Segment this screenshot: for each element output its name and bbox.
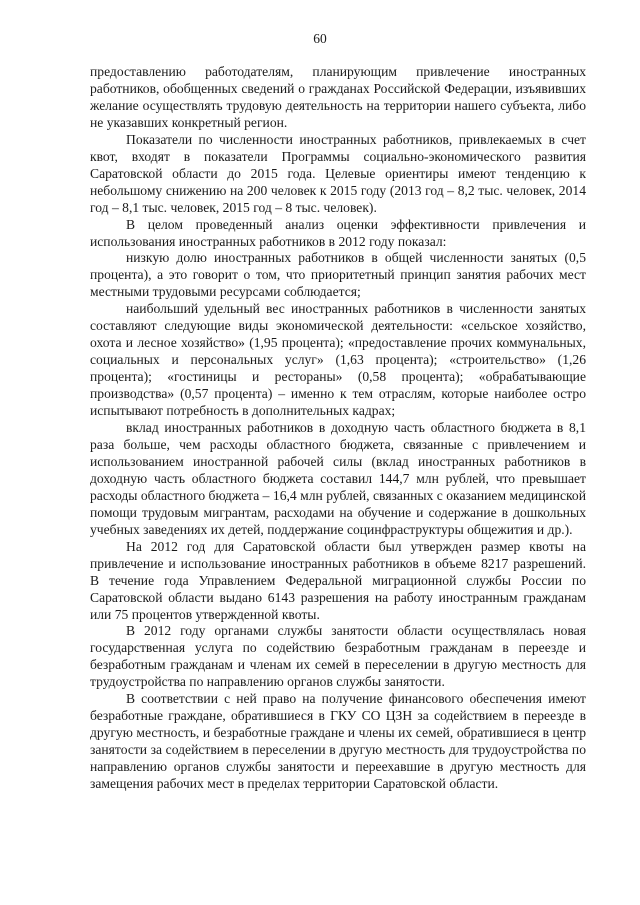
paragraph-quota-2012: На 2012 год для Саратовской области был утвержден размер квоты на привлечение и использование иностранных работников в объеме 8217 разрешений. В течение года Управлением Федеральной миграционной службы России по Саратовской области выдано 6143 разрешения на работу иностранным гражданам или 75 процентов утвержденной квоты.	[90, 538, 586, 622]
paragraph-quota-indicators: Показатели по численности иностранных работников, привлекаемых в счет квот, входят в показатели Программы социально-экономического развития Саратовской области до 2015 года. Целевые ориентиры имеют тенденцию к небольшому снижению на 200 человек к 2015 году (2013 год – 8,2 тыс. человек, 2014 год – 8,1 тыс. человек, 2015 год – 8 тыс. человек).	[90, 131, 586, 215]
paragraph-financial-support: В соответствии с ней право на получение финансового обеспечения имеют безработные граждане, обратившиеся в ГКУ СО ЦЗН за содействием в переезде в другую местность, и безработные граждане и члены их семей, обратившиеся в центр занятости за содействием в переселении в другую местность для трудоустройства по направлению органов службы занятости и переехавшие в другую местность для замещения рабочих мест в пределах территории Саратовской области.	[90, 691, 586, 792]
paragraph-continuation: предоставлению работодателям, планирующим привлечение иностранных работников, обобщенных сведений о гражданах Российской Федерации, изъявивших желание осуществлять трудовую деятельность на территории нашего субъекта, либо не указавших конкретный регион.	[90, 64, 586, 130]
paragraph-relocation-service: В 2012 году органами службы занятости области осуществлялась новая государственная услуга по содействию безработным гражданам в переезде и безработным гражданам и членам их семей в переселении в другую местность для трудоустройства по направлению органов службы занятости.	[90, 623, 586, 690]
body-text	[90, 64, 586, 793]
paragraph-budget-contribution: вклад иностранных работников в доходную часть областного бюджета в 8,1 раза больше, чем расходы областного бюджета, связанные с привлечением и использованием иностранной рабочей силы (вклад иностранных работников в доходную часть областного бюджета составил 144,7 млн рублей, что превышает расходы областного бюджета – 16,4 млн рублей, связанных с оказанием медицинской помощи трудовым мигрантам, расходами на обучение и содержание в дошкольных учебных заведениях их детей, поддержание социнфраструктуры общежития и др.).	[90, 420, 586, 537]
paragraph-low-share: низкую долю иностранных работников в общей численности занятых (0,5 процента), а это говорит о том, что приоритетный принцип занятия рабочих мест местными трудовыми ресурсами соблюдается;	[90, 250, 586, 300]
page-number: 60	[313, 31, 327, 46]
paragraph-analysis-intro: В целом проведенный анализ оценки эффективности привлечения и использования иностранных работников в 2012 году показал:	[90, 216, 586, 249]
paragraph-largest-share: наибольший удельный вес иностранных работников в численности занятых составляют следующие виды экономической деятельности: «сельское хозяйство, охота и лесное хозяйство» (1,95 процента); «предоставление прочих коммунальных, социальных и персональных услуг» (1,63 процента); «строительство» (1,26 процента); «гостиницы и рестораны» (0,58 процента); «обрабатывающие производства» (0,57 процента) – именно к тем отраслям, которые наиболее остро испытывают потребность в дополнительных кадрах;	[90, 301, 586, 419]
